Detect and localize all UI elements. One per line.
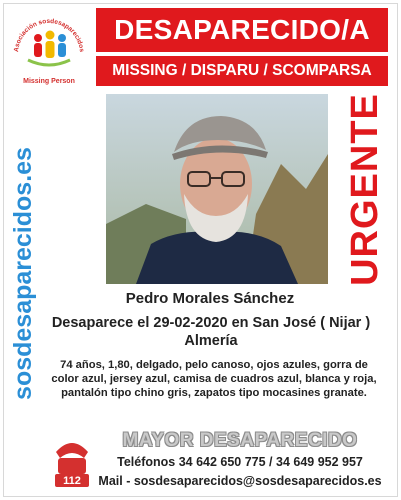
contact-email: Mail - sosdesaparecidos@sosdesaparecidos.es	[98, 474, 382, 488]
side-website	[6, 94, 40, 452]
emergency-phone-icon	[52, 430, 92, 490]
logo-arc-text: Asociación sosdesaparecidos	[13, 17, 85, 53]
poster-title: DESAPARECIDO/A	[96, 8, 388, 52]
logo-caption: Missing Person	[23, 78, 75, 85]
disappearance-info: Desaparece el 29-02-2020 en San José ( Nijar )	[51, 315, 371, 331]
missing-person-photo	[106, 94, 328, 284]
person-description: 74 años, 1,80, delgado, pelo canoso, ojos azules, gorra de color azul, jersey azul, camisa de cuadros azul, blanca y roja, pantalón tipo chino gris, zapatos tipo mocasines granate.	[51, 359, 377, 399]
contact-phones: Teléfonos 34 642 650 775 / 34 649 952 957	[117, 455, 363, 469]
disappearance-location: Almería	[184, 333, 238, 349]
person-name: Pedro Morales Sánchez	[125, 290, 295, 307]
poster-subtitle: MISSING / DISPARU / SCOMPARSA	[96, 56, 388, 86]
association-logo	[6, 8, 92, 90]
urgent-label: URGENTE	[343, 92, 386, 286]
category-label: MAYOR DESAPARECIDO	[122, 430, 358, 451]
side-urgent	[342, 94, 388, 284]
emergency-number: 112	[63, 475, 81, 487]
side-website-text: sosdesaparecidos.es	[8, 146, 37, 400]
logo-emblem-icon	[6, 8, 92, 78]
